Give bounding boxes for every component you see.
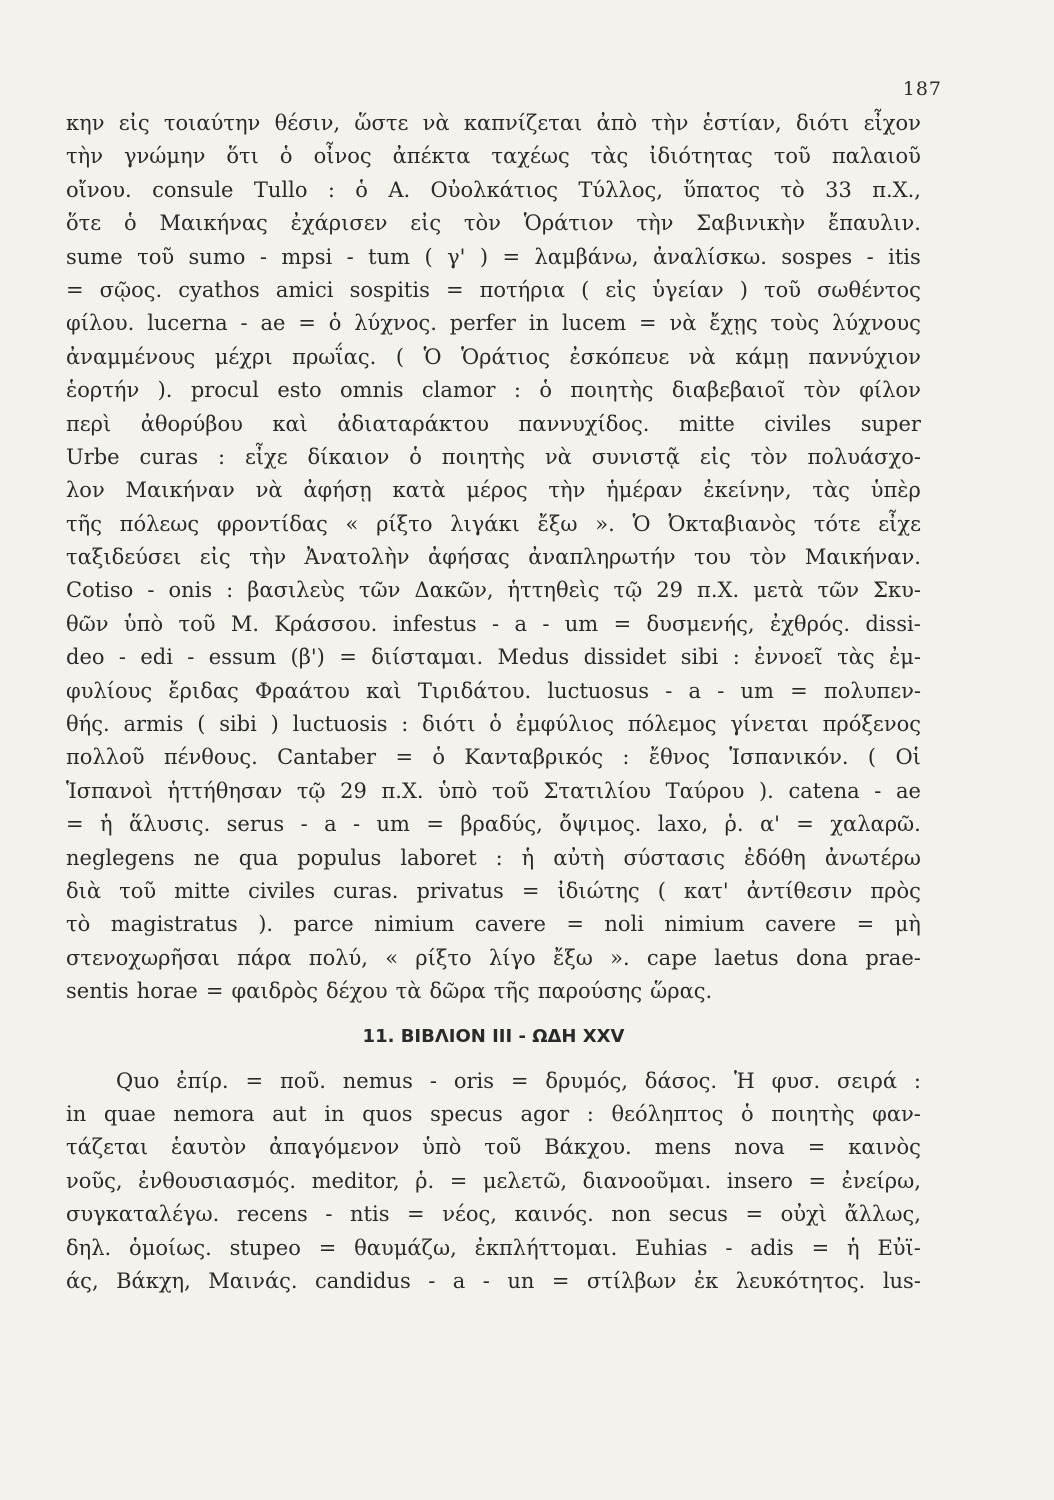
text-line: διὰ τοῦ mitte civiles curas. privatus = ἰδιώτης ( κατ' ἀντίθεσιν πρὸς bbox=[66, 878, 921, 903]
text-line: ἀναμμένους μέχρι πρωΐας. ( Ὁ Ὁράτιος ἐσκόπευε νὰ κάμῃ παννύχιον bbox=[66, 344, 921, 369]
text-line: στενοχωρῆσαι πάρα πολύ, « ρίξτο λίγο ἔξω ». cape laetus dona prae- bbox=[66, 945, 921, 970]
text-line: sentis horae = φαιδρὸς δέχου τὰ δῶρα τῆς παρούσης ὥρας. bbox=[66, 979, 713, 1004]
paragraph-1 bbox=[66, 107, 921, 1009]
text-line: οἴνου. consule Tullo : ὁ Α. Οὐολκάτιος Τύλλος, ὕπατος τὸ 33 π.Χ., bbox=[66, 177, 921, 202]
text-line: άς, Βάκχη, Μαινάς. candidus - a - un = στίλβων ἐκ λευκότητος. lus- bbox=[66, 1268, 921, 1293]
text-line: ὅτε ὁ Μαικήνας ἐχάρισεν εἰς τὸν Ὁράτιον τὴν Σαβινικὴν ἔπαυλιν. bbox=[66, 211, 921, 236]
text-line: θῶν ὑπὸ τοῦ Μ. Κράσσου. infestus - a - um = δυσμενής, ἐχθρός. dissi- bbox=[66, 611, 921, 636]
text-line: δηλ. ὁμοίως. stupeo = θαυμάζω, ἐκπλήττομαι. Euhias - adis = ἡ Εὐϊ- bbox=[66, 1235, 921, 1260]
paragraph-2 bbox=[66, 1065, 921, 1299]
text-line: = ἡ ἅλυσις. serus - a - um = βραδύς, ὄψιμος. laxo, ῥ. α' = χαλαρῶ. bbox=[66, 812, 921, 837]
text-line: Quo ἐπίρ. = ποῦ. nemus - oris = δρυμός, δάσος. Ἡ φυσ. σειρά : bbox=[116, 1068, 921, 1093]
text-line: λον Μαικήναν νὰ ἀφήσῃ κατὰ μέρος τὴν ἡμέραν ἐκείνην, τὰς ὑπὲρ bbox=[66, 478, 921, 503]
text-line: deo - edi - essum (β') = διίσταμαι. Medus dissidet sibi : ἐννοεῖ τὰς ἐμ- bbox=[66, 645, 921, 670]
text-line: τάζεται ἑαυτὸν ἀπαγόμενον ὑπὸ τοῦ Βάκχου. mens nova = καινὸς bbox=[66, 1135, 921, 1160]
text-line: neglegens ne qua populus laboret : ἡ αὐτὴ σύστασις ἐδόθη ἀνωτέρω bbox=[66, 845, 921, 870]
text-line: θής. armis ( sibi ) luctuosis : διότι ὁ ἐμφύλιος πόλεμος γίνεται πρόξενος bbox=[66, 712, 921, 737]
text-line: φίλου. lucerna - ae = ὁ λύχνος. perfer in lucem = νὰ ἔχῃς τοὺς λύχνους bbox=[66, 311, 921, 336]
text-line: ἑορτήν ). procul esto omnis clamor : ὁ ποιητὴς διαβεβαιοῖ τὸν φίλον bbox=[66, 378, 921, 403]
text-body bbox=[66, 107, 921, 1298]
text-line: τῆς πόλεως φροντίδας « ρίξτο λιγάκι ἔξω ». Ὁ Ὀκταβιανὸς τότε εἶχε bbox=[66, 511, 921, 536]
text-line: συγκαταλέγω. recens - ntis = νέος, καινός. non secus = οὐχὶ ἄλλως, bbox=[66, 1202, 921, 1227]
section-heading: 11. ΒΙΒΛΙΟΝ ΙΙΙ - ΩΔΗ XXV bbox=[362, 1025, 625, 1047]
text-line: πολλοῦ πένθους. Cantaber = ὁ Κανταβρικός : ἔθνος Ἱσπανικόν. ( Οἱ bbox=[66, 745, 921, 770]
text-line: κην εἰς τοιαύτην θέσιν, ὥστε νὰ καπνίζεται ἀπὸ τὴν ἑστίαν, διότι εἶχον bbox=[66, 111, 921, 135]
text-line: τὴν γνώμην ὅτι ὁ οἶνος ἀπέκτα ταχέως τὰς ἰδιότητας τοῦ παλαιοῦ bbox=[66, 144, 921, 169]
text-line: Urbe curas : εἶχε δίκαιον ὁ ποιητὴς νὰ συνιστᾷ εἰς τὸν πολυάσχο- bbox=[66, 444, 921, 469]
text-line: φυλίους ἔριδας Φραάτου καὶ Τιριδάτου. luctuosus - a - um = πολυπεν- bbox=[66, 678, 921, 703]
text-line: ταξιδεύσει εἰς τὴν Ἀνατολὴν ἀφήσας ἀναπληρωτήν του τὸν Μαικήναν. bbox=[66, 545, 921, 570]
text-line: Ἱσπανοὶ ἡττήθησαν τῷ 29 π.Χ. ὑπὸ τοῦ Στατιλίου Ταύρου ). catena - ae bbox=[66, 778, 921, 803]
text-line: in quae nemora aut in quos specus agor : θεόληπτος ὁ ποιητὴς φαν- bbox=[66, 1101, 921, 1126]
text-line: τὸ magistratus ). parce nimium cavere = noli nimium cavere = μὴ bbox=[66, 912, 921, 937]
page-number: 187 bbox=[902, 78, 942, 100]
text-line: περὶ ἀθορύβου καὶ ἀδιαταράκτου παννυχίδος. mitte civiles super bbox=[66, 411, 921, 436]
text-line: νοῦς, ἐνθουσιασμός. meditor, ῥ. = μελετῶ, διανοοῦμαι. insero = ἐνείρω, bbox=[66, 1168, 921, 1193]
text-line: sume τοῦ sumo - mpsi - tum ( γ' ) = λαμβάνω, ἀναλίσκω. sospes - itis bbox=[66, 244, 921, 269]
text-line: = σῷος. cyathos amici sospitis = ποτήρια ( εἰς ὑγείαν ) τοῦ σωθέντος bbox=[66, 277, 921, 302]
text-line: Cotiso - onis : βασιλεὺς τῶν Δακῶν, ἡττηθεὶς τῷ 29 π.Χ. μετὰ τῶν Σκυ- bbox=[66, 578, 921, 603]
